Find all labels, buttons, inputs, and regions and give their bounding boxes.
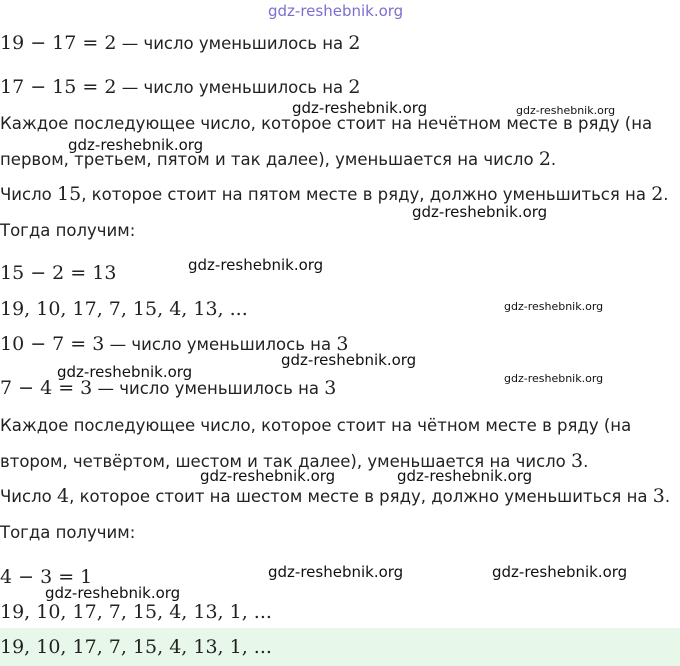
line-7 xyxy=(0,262,116,285)
number: 2 xyxy=(651,183,664,205)
equation: 10 − 7 = 3 xyxy=(0,333,105,355)
text: , которое стоит на пятом месте в ряду, должно уменьшиться на xyxy=(81,185,652,204)
text: — число уменьшилось на xyxy=(92,379,325,398)
number: 15 xyxy=(57,183,82,205)
watermark: gdz-reshebnik.org xyxy=(516,104,616,117)
line-13 xyxy=(0,485,670,508)
watermark: gdz-reshebnik.org xyxy=(68,136,204,154)
number: 4 xyxy=(57,485,70,507)
text: . xyxy=(663,185,669,204)
text: , которое стоит на шестом месте в ряду, должно уменьшиться на xyxy=(69,487,653,506)
line-15 xyxy=(0,566,92,589)
line-14: Тогда получим: xyxy=(0,523,136,542)
equation: 17 − 15 = 2 xyxy=(0,76,117,98)
watermark: gdz-reshebnik.org xyxy=(45,584,181,602)
watermark: gdz-reshebnik.org xyxy=(504,372,604,385)
line-16 xyxy=(0,601,272,624)
watermark: gdz-reshebnik.org xyxy=(397,467,533,485)
line-10 xyxy=(0,377,336,400)
sequence: 19, 10, 17, 7, 15, 4, 13, 1, ... xyxy=(0,601,272,623)
line-2 xyxy=(0,76,361,99)
line-1 xyxy=(0,32,361,55)
watermark: gdz-reshebnik.org xyxy=(412,203,548,221)
text: первом, третьем, пятом и так далее), уменьшается на число xyxy=(0,150,539,169)
number: 3 xyxy=(652,485,665,507)
number: 2 xyxy=(348,76,361,98)
watermark: gdz-reshebnik.org xyxy=(504,300,604,313)
text: Число xyxy=(0,487,57,506)
text: . xyxy=(550,150,557,169)
line-4 xyxy=(0,148,556,171)
number: 2 xyxy=(538,148,551,170)
watermark: gdz-reshebnik.org xyxy=(268,563,404,581)
watermark-top: gdz-reshebnik.org xyxy=(268,2,404,20)
equation: 19 − 17 = 2 xyxy=(0,32,117,54)
equation: 15 − 2 = 13 xyxy=(0,262,117,284)
watermark: gdz-reshebnik.org xyxy=(57,363,193,381)
text: Число xyxy=(0,185,57,204)
text: втором, четвёртом, шестом и так далее), уменьшается на число xyxy=(0,452,572,471)
line-5 xyxy=(0,183,669,206)
line-9 xyxy=(0,333,348,356)
answer-sequence: 19, 10, 17, 7, 15, 4, 13, 1, ... xyxy=(0,636,272,658)
watermark: gdz-reshebnik.org xyxy=(188,256,324,274)
line-11: Каждое последующее число, которое стоит на чётном месте в ряду (на xyxy=(0,416,632,435)
watermark: gdz-reshebnik.org xyxy=(292,99,428,117)
text: . xyxy=(664,487,671,506)
line-6: Тогда получим: xyxy=(0,221,136,240)
equation: 4 − 3 = 1 xyxy=(0,566,93,588)
watermark: gdz-reshebnik.org xyxy=(492,563,628,581)
sequence: 19, 10, 17, 7, 15, 4, 13, ... xyxy=(0,298,248,320)
line-3: Каждое последующее число, которое стоит на нечётном месте в ряду (на xyxy=(0,114,653,133)
text: — число уменьшилось на xyxy=(116,78,349,97)
equation: 7 − 4 = 3 xyxy=(0,377,93,399)
text: . xyxy=(583,452,589,471)
watermark: gdz-reshebnik.org xyxy=(200,467,336,485)
text: — число уменьшилось на xyxy=(104,335,337,354)
watermark: gdz-reshebnik.org xyxy=(281,351,417,369)
number: 3 xyxy=(571,450,584,472)
line-8 xyxy=(0,298,248,321)
number: 3 xyxy=(336,333,349,355)
answer-line xyxy=(0,636,272,659)
text: — число уменьшилось на xyxy=(116,34,349,53)
number: 3 xyxy=(324,377,337,399)
number: 2 xyxy=(348,32,361,54)
line-12 xyxy=(0,450,588,473)
